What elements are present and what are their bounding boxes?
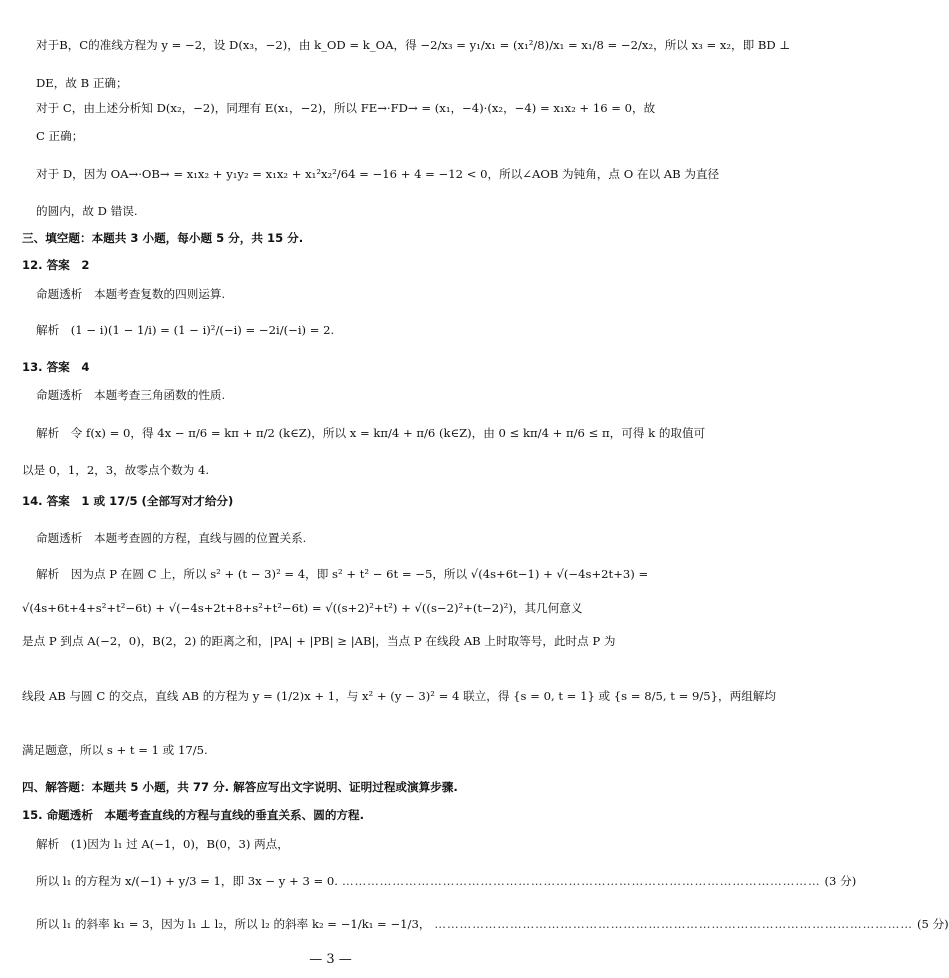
page-number: — 3 — — [309, 952, 352, 967]
score-points: (5 分) — [916, 917, 949, 931]
text-line: 解析 (1 − i)(1 − 1/i) = (1 − i)²/(−i) = −2i/(−i) = 2. — [36, 323, 335, 337]
text-line: 命题透析 本题考查圆的方程，直线与圆的位置关系. — [36, 531, 307, 545]
answer-heading: 12. 答案 2 — [22, 258, 90, 272]
text-line: C 正确； — [36, 129, 84, 143]
text-line: 对于 C，由上述分析知 D(x₂，−2)，同理有 E(x₁，−2)，所以 FE→·FD→ = (x₁，−4)·(x₂，−4) = x₁x₂ + 16 = 0，故 — [36, 101, 656, 115]
answer-heading: 15. 命题透析 本题考查直线的方程与直线的垂直关系、圆的方程. — [22, 808, 365, 822]
scored-line — [36, 873, 857, 889]
section-heading: 四、解答题：本题共 5 小题，共 77 分. 解答应写出文字说明、证明过程或演算步骤. — [22, 780, 458, 794]
text-line: 对于B，C的准线方程为 y = −2，设 D(x₃，−2)，由 k_OD = k_OA，得 −2/x₃ = y₁/x₁ = (x₁²/8)/x₁ = x₁/8 = −2/x₂，所以 x₃ = x₂，即 BD ⊥ — [36, 38, 791, 52]
text-line: 解析 因为点 P 在圆 C 上，所以 s² + (t − 3)² = 4，即 s² + t² − 6t = −5，所以 √(4s+6t−1) + √(−4s+2t+3) = — [36, 567, 649, 581]
leader-dots: …………………………………………………………………………………………………… — [434, 917, 913, 931]
section-heading: 三、填空题：本题共 3 小题，每小题 5 分，共 15 分. — [22, 231, 304, 245]
text-line: 是点 P 到点 A(−2，0)，B(2，2) 的距离之和，|PA| + |PB| ≥ |AB|，当点 P 在线段 AB 上时取等号，此时点 P 为 — [22, 634, 616, 648]
text-line: 的圆内，故 D 错误. — [36, 204, 138, 218]
text-line: 命题透析 本题考查三角函数的性质. — [36, 388, 226, 402]
text-line: 对于 D，因为 OA→·OB→ = x₁x₂ + y₁y₂ = x₁x₂ + x₁²x₂²/64 = −16 + 4 = −12 < 0，所以∠AOB 为钝角，点 O 在以 AB 为直径 — [36, 167, 720, 181]
score-points: (3 分) — [824, 874, 857, 888]
text-line: 线段 AB 与圆 C 的交点，直线 AB 的方程为 y = (1/2)x + 1，与 x² + (y − 3)² = 4 联立，得 {s = 0, t = 1} 或 {s = 8/5, t = 9/5}，两组解均 — [22, 689, 776, 703]
text-line: 满足题意，所以 s + t = 1 或 17/5. — [22, 743, 208, 757]
text-line: 解析 (1)因为 l₁ 过 A(−1，0)，B(0，3) 两点， — [36, 837, 289, 851]
text-line: 解析 令 f(x) = 0，得 4x − π/6 = kπ + π/2 (k∈Z)，所以 x = kπ/4 + π/6 (k∈Z)，由 0 ≤ kπ/4 + π/6 ≤ π，可得 k 的取值可 — [36, 426, 706, 440]
scored-line-text: 所以 l₁ 的方程为 x/(−1) + y/3 = 1，即 3x − y + 3 = 0. — [36, 874, 338, 888]
text-line: 以是 0，1，2，3，故零点个数为 4. — [22, 463, 210, 477]
text-line: 命题透析 本题考查复数的四则运算. — [36, 287, 226, 301]
answer-heading: 14. 答案 1 或 17/5 (全部写对才给分) — [22, 494, 234, 508]
answer-heading: 13. 答案 4 — [22, 360, 90, 374]
text-line: √(4s+6t+4+s²+t²−6t) + √(−4s+2t+8+s²+t²−6t) = √((s+2)²+t²) + √((s−2)²+(t−2)²)，其几何意义 — [22, 601, 583, 615]
leader-dots: …………………………………………………………………………………………………… — [341, 874, 821, 888]
scored-line — [36, 916, 949, 932]
scored-line-text: 所以 l₁ 的斜率 k₁ = 3，因为 l₁ ⊥ l₂，所以 l₂ 的斜率 k₂ = −1/k₁ = −1/3， — [36, 917, 431, 931]
text-line: DE，故 B 正确； — [36, 76, 128, 90]
